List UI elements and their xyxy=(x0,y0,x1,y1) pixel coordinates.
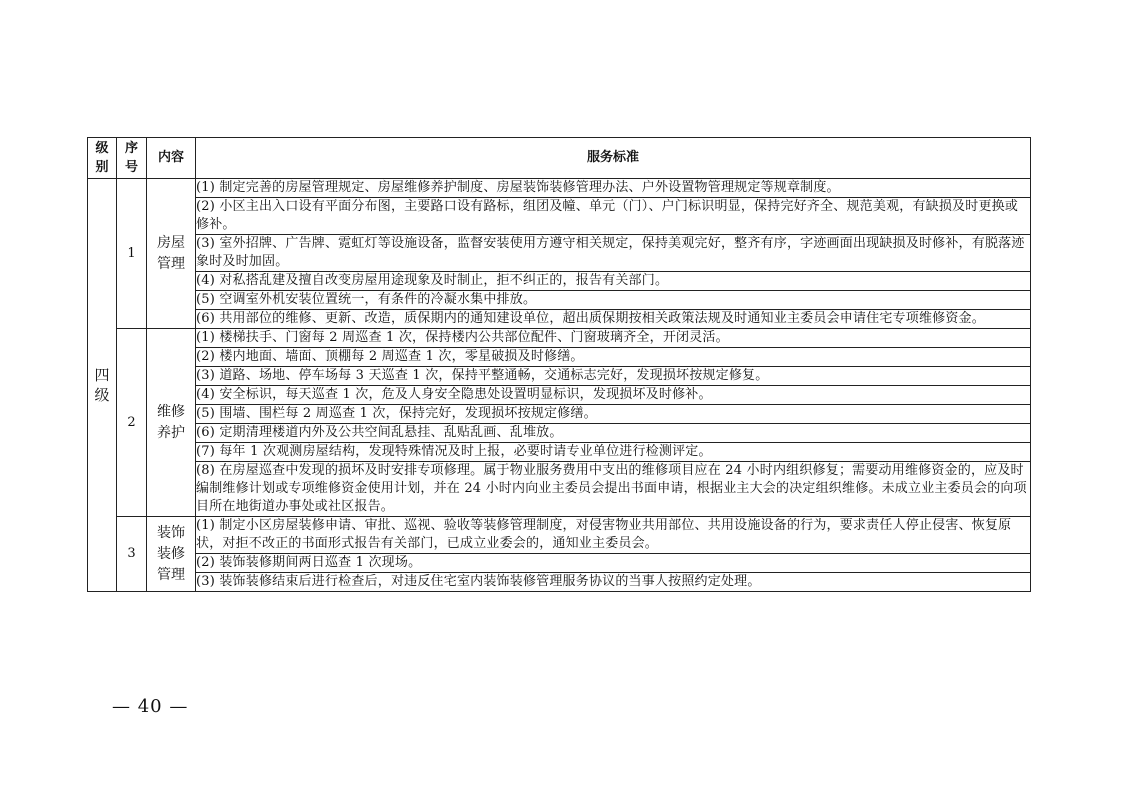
standard-cell: (1) 制定小区房屋装修申请、审批、巡视、验收等装修管理制度，对侵害物业共用部位、共用设施设备的行为，要求责任人停止侵害、恢复原状，对拒不改正的书面形式报告有关部门，已成立业委会的，通知业主委员会。 xyxy=(196,517,1031,554)
table-row xyxy=(88,310,1031,329)
table-row xyxy=(88,198,1031,235)
table-body xyxy=(88,179,1031,592)
standard-cell: (5) 围墙、围栏每 2 周巡查 1 次，保持完好，发现损坏按规定修缮。 xyxy=(196,405,1031,424)
table-row xyxy=(88,517,1031,554)
header-level: 级别 xyxy=(88,138,117,179)
standard-cell: (5) 空调室外机安装位置统一，有条件的冷凝水集中排放。 xyxy=(196,291,1031,310)
header-seq: 序号 xyxy=(117,138,147,179)
standard-cell: (3) 室外招牌、广告牌、霓虹灯等设施设备，监督安装使用方遵守相关规定，保持美观完好，整齐有序，字迹画面出现缺损及时修补，有脱落迹象时及时加固。 xyxy=(196,235,1031,272)
table-row xyxy=(88,554,1031,573)
standard-cell: (2) 装饰装修期间两日巡查 1 次现场。 xyxy=(196,554,1031,573)
content-cell: 装饰装修管理 xyxy=(147,517,196,592)
standard-cell: (3) 道路、场地、停车场每 3 天巡查 1 次，保持平整通畅，交通标志完好，发现损坏按规定修复。 xyxy=(196,367,1031,386)
content-cell: 维修养护 xyxy=(147,329,196,517)
standard-cell: (6) 共用部位的维修、更新、改造，质保期内的通知建设单位，超出质保期按相关政策法规及时通知业主委员会申请住宅专项维修资金。 xyxy=(196,310,1031,329)
service-standard-table xyxy=(87,137,1031,592)
seq-cell: 1 xyxy=(117,179,147,329)
table-row xyxy=(88,573,1031,592)
table-row xyxy=(88,291,1031,310)
seq-cell: 2 xyxy=(117,329,147,517)
table-row xyxy=(88,443,1031,462)
table-row xyxy=(88,462,1031,517)
table-row xyxy=(88,272,1031,291)
table-row xyxy=(88,386,1031,405)
table-row xyxy=(88,348,1031,367)
standard-cell: (6) 定期清理楼道内外及公共空间乱悬挂、乱贴乱画、乱堆放。 xyxy=(196,424,1031,443)
level-cell: 四级 xyxy=(88,179,117,592)
standard-cell: (2) 小区主出入口设有平面分布图，主要路口设有路标，组团及幢、单元（门）、户门标识明显，保持完好齐全、规范美观，有缺损及时更换或修补。 xyxy=(196,198,1031,235)
seq-cell: 3 xyxy=(117,517,147,592)
standard-cell: (3) 装饰装修结束后进行检查后，对违反住宅室内装饰装修管理服务协议的当事人按照约定处理。 xyxy=(196,573,1031,592)
standard-cell: (8) 在房屋巡查中发现的损坏及时安排专项修理。属于物业服务费用中支出的维修项目应在 24 小时内组织修复；需要动用维修资金的，应及时编制维修计划或专项维修资金使用计划，并在 24 小时内向业主委员会提出书面申请，根据业主大会的决定组织维修。未成立业主委员会的向项目所在地街道办事处或社区报告。 xyxy=(196,462,1031,517)
header-content: 内容 xyxy=(147,138,196,179)
page-number: — 40 — xyxy=(112,696,189,717)
table-row xyxy=(88,179,1031,198)
standard-cell: (1) 楼梯扶手、门窗每 2 周巡查 1 次，保持楼内公共部位配件、门窗玻璃齐全，开闭灵活。 xyxy=(196,329,1031,348)
table-row xyxy=(88,424,1031,443)
content-cell: 房屋管理 xyxy=(147,179,196,329)
table-row xyxy=(88,329,1031,348)
standard-cell: (4) 安全标识，每天巡查 1 次，危及人身安全隐患处设置明显标识，发现损坏及时修补。 xyxy=(196,386,1031,405)
table-row xyxy=(88,235,1031,272)
standard-cell: (7) 每年 1 次观测房屋结构，发现特殊情况及时上报，必要时请专业单位进行检测评定。 xyxy=(196,443,1031,462)
standard-cell: (4) 对私搭乱建及擅自改变房屋用途现象及时制止，拒不纠正的，报告有关部门。 xyxy=(196,272,1031,291)
header-standard: 服务标准 xyxy=(196,138,1031,179)
table-row xyxy=(88,367,1031,386)
standard-cell: (2) 楼内地面、墙面、顶棚每 2 周巡查 1 次，零星破损及时修缮。 xyxy=(196,348,1031,367)
standard-cell: (1) 制定完善的房屋管理规定、房屋维修养护制度、房屋装饰装修管理办法、户外设置物管理规定等规章制度。 xyxy=(196,179,1031,198)
header-row xyxy=(88,138,1031,179)
table-row xyxy=(88,405,1031,424)
